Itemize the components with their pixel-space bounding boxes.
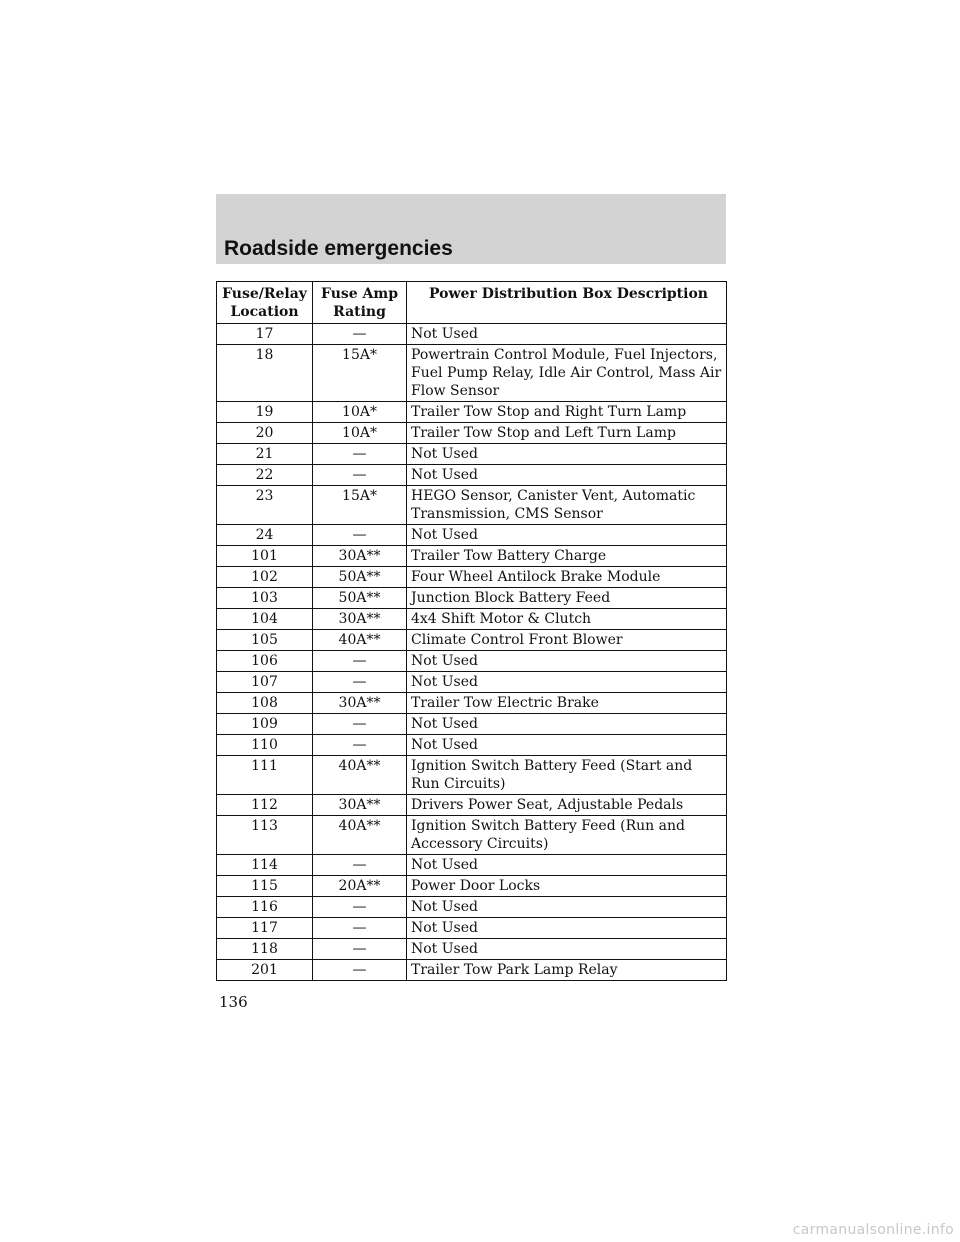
- table-row: [217, 855, 727, 876]
- fuse-description-cell: Not Used: [407, 324, 727, 345]
- table-row: [217, 546, 727, 567]
- fuse-rating-cell: —: [313, 735, 407, 756]
- fuse-description-cell: 4x4 Shift Motor & Clutch: [407, 609, 727, 630]
- fuse-description-cell: Climate Control Front Blower: [407, 630, 727, 651]
- fuse-description-cell: Ignition Switch Battery Feed (Run and Accessory Circuits): [407, 816, 727, 855]
- fuse-location-cell: 114: [217, 855, 313, 876]
- fuse-rating-cell: 30A**: [313, 546, 407, 567]
- fuse-description-cell: Drivers Power Seat, Adjustable Pedals: [407, 795, 727, 816]
- fuse-rating-cell: —: [313, 960, 407, 981]
- fuse-rating-cell: 20A**: [313, 876, 407, 897]
- table-row: [217, 588, 727, 609]
- header-fuse-relay-location: Fuse/Relay Location: [217, 282, 313, 324]
- table-row: [217, 630, 727, 651]
- fuse-rating-cell: 30A**: [313, 693, 407, 714]
- table-row: [217, 816, 727, 855]
- table-row: [217, 918, 727, 939]
- table-row: [217, 567, 727, 588]
- table-row: [217, 402, 727, 423]
- fuse-description-cell: Trailer Tow Battery Charge: [407, 546, 727, 567]
- fuse-description-cell: Trailer Tow Stop and Left Turn Lamp: [407, 423, 727, 444]
- fuse-description-cell: Trailer Tow Park Lamp Relay: [407, 960, 727, 981]
- fuse-location-cell: 18: [217, 345, 313, 402]
- table-row: [217, 714, 727, 735]
- table-row: [217, 324, 727, 345]
- fuse-location-cell: 104: [217, 609, 313, 630]
- fuse-location-cell: 115: [217, 876, 313, 897]
- fuse-rating-cell: 40A**: [313, 630, 407, 651]
- fuse-location-cell: 112: [217, 795, 313, 816]
- fuse-rating-cell: 15A*: [313, 486, 407, 525]
- fuse-location-cell: 106: [217, 651, 313, 672]
- fuse-description-cell: Not Used: [407, 855, 727, 876]
- table-row: [217, 345, 727, 402]
- table-row: [217, 756, 727, 795]
- fuse-description-cell: Junction Block Battery Feed: [407, 588, 727, 609]
- table-row: [217, 444, 727, 465]
- table-row: [217, 939, 727, 960]
- fuse-rating-cell: —: [313, 525, 407, 546]
- fuse-description-cell: Ignition Switch Battery Feed (Start and Run Circuits): [407, 756, 727, 795]
- fuse-description-cell: Not Used: [407, 918, 727, 939]
- table-row: [217, 651, 727, 672]
- fuse-description-cell: Not Used: [407, 672, 727, 693]
- table-row: [217, 735, 727, 756]
- fuse-location-cell: 108: [217, 693, 313, 714]
- fuse-rating-cell: 50A**: [313, 567, 407, 588]
- fuse-rating-cell: 40A**: [313, 756, 407, 795]
- table-row: [217, 486, 727, 525]
- page-number: 136: [219, 993, 248, 1011]
- fuse-description-cell: HEGO Sensor, Canister Vent, Automatic Transmission, CMS Sensor: [407, 486, 727, 525]
- fuse-description-cell: Not Used: [407, 897, 727, 918]
- table-row: [217, 693, 727, 714]
- fuse-location-cell: 19: [217, 402, 313, 423]
- fuse-location-cell: 110: [217, 735, 313, 756]
- table-header-row: [217, 282, 727, 324]
- table-row: [217, 960, 727, 981]
- fuse-rating-cell: —: [313, 672, 407, 693]
- fuse-location-cell: 23: [217, 486, 313, 525]
- fuse-rating-cell: —: [313, 897, 407, 918]
- fuse-location-cell: 117: [217, 918, 313, 939]
- fuse-description-cell: Not Used: [407, 525, 727, 546]
- fuse-description-cell: Not Used: [407, 735, 727, 756]
- table-row: [217, 795, 727, 816]
- fuse-description-cell: Not Used: [407, 465, 727, 486]
- header-fuse-amp-rating: Fuse Amp Rating: [313, 282, 407, 324]
- fuse-location-cell: 118: [217, 939, 313, 960]
- table-row: [217, 672, 727, 693]
- fuse-table-body: [217, 324, 727, 981]
- header-description: Power Distribution Box Description: [407, 282, 727, 324]
- fuse-location-cell: 109: [217, 714, 313, 735]
- table-row: [217, 897, 727, 918]
- fuse-rating-cell: —: [313, 324, 407, 345]
- fuse-description-cell: Four Wheel Antilock Brake Module: [407, 567, 727, 588]
- fuse-location-cell: 107: [217, 672, 313, 693]
- fuse-rating-cell: 40A**: [313, 816, 407, 855]
- fuse-location-cell: 111: [217, 756, 313, 795]
- fuse-location-cell: 20: [217, 423, 313, 444]
- fuse-description-cell: Trailer Tow Stop and Right Turn Lamp: [407, 402, 727, 423]
- fuse-description-cell: Not Used: [407, 939, 727, 960]
- fuse-location-cell: 101: [217, 546, 313, 567]
- fuse-location-cell: 17: [217, 324, 313, 345]
- fuse-rating-cell: —: [313, 444, 407, 465]
- fuse-rating-cell: 30A**: [313, 795, 407, 816]
- fuse-rating-cell: —: [313, 855, 407, 876]
- watermark: carmanualsonline.info: [792, 1222, 954, 1238]
- fuse-location-cell: 21: [217, 444, 313, 465]
- fuse-table: [216, 281, 727, 981]
- fuse-rating-cell: —: [313, 918, 407, 939]
- fuse-description-cell: Power Door Locks: [407, 876, 727, 897]
- section-header-band: [216, 194, 726, 264]
- table-row: [217, 525, 727, 546]
- fuse-rating-cell: 15A*: [313, 345, 407, 402]
- fuse-location-cell: 201: [217, 960, 313, 981]
- table-row: [217, 609, 727, 630]
- fuse-rating-cell: —: [313, 465, 407, 486]
- fuse-rating-cell: 10A*: [313, 402, 407, 423]
- fuse-rating-cell: —: [313, 939, 407, 960]
- fuse-rating-cell: —: [313, 651, 407, 672]
- fuse-location-cell: 103: [217, 588, 313, 609]
- fuse-rating-cell: 50A**: [313, 588, 407, 609]
- fuse-location-cell: 105: [217, 630, 313, 651]
- fuse-description-cell: Not Used: [407, 714, 727, 735]
- fuse-description-cell: Not Used: [407, 444, 727, 465]
- table-row: [217, 423, 727, 444]
- fuse-rating-cell: —: [313, 714, 407, 735]
- fuse-location-cell: 102: [217, 567, 313, 588]
- fuse-location-cell: 22: [217, 465, 313, 486]
- fuse-description-cell: Not Used: [407, 651, 727, 672]
- fuse-description-cell: Trailer Tow Electric Brake: [407, 693, 727, 714]
- fuse-description-cell: Powertrain Control Module, Fuel Injectors, Fuel Pump Relay, Idle Air Control, Mass Air Flow Sensor: [407, 345, 727, 402]
- fuse-location-cell: 24: [217, 525, 313, 546]
- fuse-rating-cell: 30A**: [313, 609, 407, 630]
- table-row: [217, 876, 727, 897]
- section-title: Roadside emergencies: [224, 237, 453, 260]
- fuse-rating-cell: 10A*: [313, 423, 407, 444]
- fuse-location-cell: 113: [217, 816, 313, 855]
- fuse-location-cell: 116: [217, 897, 313, 918]
- table-row: [217, 465, 727, 486]
